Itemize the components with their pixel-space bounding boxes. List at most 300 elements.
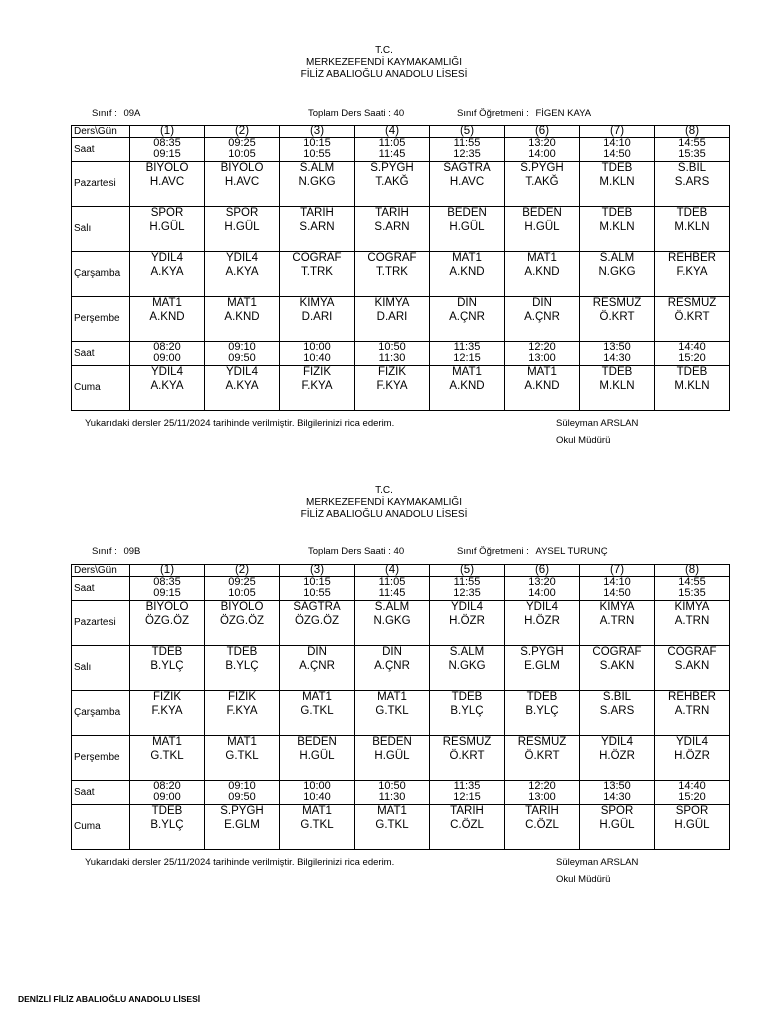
header-line-district: MERKEZEFENDİ KAYMAKAMLIĞI [306, 497, 462, 508]
lesson-cell [280, 366, 355, 411]
teacher-code: M.KLN [599, 380, 635, 392]
lesson-name: RESMÜZ [592, 297, 642, 309]
end-time: 10:55 [303, 587, 331, 599]
corner-cell: Ders\Gün [72, 126, 130, 138]
day-row [72, 691, 730, 736]
teacher-code: A.KYA [150, 380, 184, 392]
period-number: (5) [430, 565, 505, 577]
lesson-cell [205, 646, 280, 691]
lesson-name: REHBER [668, 691, 716, 703]
day-label: Pazartesi [72, 601, 130, 646]
lesson-name: RESMÜZ [517, 736, 567, 748]
start-time: 14:10 [603, 137, 631, 149]
teacher-code: A.KYA [150, 266, 184, 278]
end-time: 09:50 [228, 791, 256, 803]
day-row [72, 366, 730, 411]
lesson-cell [580, 601, 655, 646]
lesson-cell [205, 252, 280, 297]
lesson-cell [430, 366, 505, 411]
period-header-row [72, 565, 730, 577]
lesson-cell [355, 691, 430, 736]
day-row [72, 252, 730, 297]
start-time: 11:05 [378, 137, 406, 149]
lesson-cell [655, 736, 730, 781]
start-time: 14:10 [603, 576, 631, 588]
lesson-name: MAT1 [227, 736, 257, 748]
lesson-cell [430, 646, 505, 691]
teacher-code: N.GKG [373, 615, 411, 627]
principal-title: Okul Müdürü [556, 874, 611, 885]
principal-name: Süleyman ARSLAN [556, 418, 639, 429]
end-time: 10:55 [303, 148, 331, 160]
end-time: 09:50 [228, 352, 256, 364]
teacher-code: T.TRK [301, 266, 333, 278]
teacher-code: H.ÖZR [674, 750, 710, 762]
end-time: 09:15 [153, 148, 181, 160]
lesson-cell [355, 162, 430, 207]
teacher-code: A.TRN [599, 615, 635, 627]
lesson-name: MAT1 [152, 297, 182, 309]
period-number: (1) [130, 126, 205, 138]
time-cell [580, 781, 655, 805]
lesson-name: REHBER [668, 252, 716, 264]
start-time: 09:25 [228, 137, 256, 149]
lesson-name: BEDEN [297, 736, 337, 748]
time-cell [205, 781, 280, 805]
start-time: 11:55 [453, 576, 481, 588]
lesson-cell [205, 805, 280, 850]
end-time: 15:35 [678, 148, 706, 160]
header-line-school: FİLİZ ABALIOĞLU ANADOLU LİSESİ [300, 509, 468, 520]
start-time: 10:50 [378, 341, 406, 353]
class-value: 09A [123, 108, 141, 119]
time-cell [655, 138, 730, 162]
period-number: (5) [430, 126, 505, 138]
day-label: Pazartesi [72, 162, 130, 207]
lesson-name: S.BİL [602, 691, 632, 703]
start-time: 13:20 [528, 137, 556, 149]
class-info [92, 108, 140, 120]
time-row [72, 138, 730, 162]
teacher-code: M.KLN [674, 221, 710, 233]
lesson-cell [505, 252, 580, 297]
lesson-cell [505, 736, 580, 781]
end-time: 14:50 [603, 587, 631, 599]
lesson-cell [130, 297, 205, 342]
time-row-label: Saat [72, 577, 130, 601]
teacher-code: A.TRN [674, 705, 710, 717]
time-cell [430, 577, 505, 601]
lesson-cell [430, 736, 505, 781]
total-hours-label: Toplam Ders Saati : [308, 108, 391, 119]
end-time: 13:00 [528, 352, 556, 364]
time-cell [280, 577, 355, 601]
time-cell [280, 138, 355, 162]
day-row [72, 162, 730, 207]
start-time: 09:25 [228, 576, 256, 588]
time-cell [130, 138, 205, 162]
end-time: 14:50 [603, 148, 631, 160]
start-time: 10:15 [303, 137, 331, 149]
start-time: 10:15 [303, 576, 331, 588]
time-cell [430, 138, 505, 162]
teacher-label: Sınıf Öğretmeni : [457, 546, 529, 557]
lesson-cell [130, 691, 205, 736]
start-time: 11:35 [453, 341, 481, 353]
lesson-name: TARİH [450, 805, 484, 817]
lesson-name: MAT1 [227, 297, 257, 309]
teacher-code: S.AKN [599, 660, 635, 672]
lesson-cell [280, 297, 355, 342]
lesson-cell [205, 297, 280, 342]
day-label: Salı [72, 646, 130, 691]
teacher-code: A.ÇNR [299, 660, 335, 672]
teacher-code: A.KYA [225, 266, 259, 278]
time-cell [205, 342, 280, 366]
time-cell [355, 781, 430, 805]
lesson-name: YDİL4 [151, 366, 183, 378]
lesson-cell [505, 207, 580, 252]
lesson-name: DİN [457, 297, 477, 309]
day-label: Cuma [72, 805, 130, 850]
lesson-name: FİZİK [377, 366, 407, 378]
start-time: 13:50 [603, 780, 631, 792]
time-cell [580, 342, 655, 366]
time-cell [505, 138, 580, 162]
lesson-name: SPOR [225, 207, 259, 219]
day-row [72, 207, 730, 252]
lesson-name: MAT1 [377, 691, 407, 703]
lesson-cell [580, 646, 655, 691]
end-time: 13:00 [528, 791, 556, 803]
school-footer-label: DENİZLİ FİLİZ ABALIOĞLU ANADOLU LİSESİ [18, 994, 201, 1004]
lesson-cell [655, 297, 730, 342]
start-time: 14:55 [678, 576, 706, 588]
teacher-code: B.YLÇ [225, 660, 259, 672]
start-time: 11:35 [453, 780, 481, 792]
lesson-cell [430, 162, 505, 207]
lesson-cell [280, 601, 355, 646]
lesson-name: MAT1 [527, 366, 557, 378]
time-cell [355, 342, 430, 366]
lesson-cell [205, 207, 280, 252]
lesson-name: SPOR [150, 207, 184, 219]
lesson-name: BİYOLO [145, 601, 189, 613]
lesson-name: S.ALM [449, 646, 485, 658]
lesson-name: YDİL4 [676, 736, 708, 748]
lesson-name: YDİL4 [526, 601, 558, 613]
period-number: (1) [130, 565, 205, 577]
start-time: 10:00 [303, 341, 331, 353]
teacher-code: F.KYA [676, 266, 708, 278]
lesson-name: FİZİK [302, 366, 332, 378]
period-number: (2) [205, 565, 280, 577]
lesson-cell [655, 207, 730, 252]
end-time: 09:00 [153, 791, 181, 803]
teacher-code: H.AVC [224, 176, 260, 188]
teacher-code: E.GLM [224, 819, 260, 831]
lesson-name: DİN [307, 646, 327, 658]
lesson-cell [130, 736, 205, 781]
sheet-header [0, 45, 768, 81]
lesson-name: MAT1 [452, 252, 482, 264]
time-cell [130, 577, 205, 601]
class-value: 09B [123, 546, 141, 557]
lesson-name: TDEB [451, 691, 483, 703]
period-number: (7) [580, 126, 655, 138]
day-label: Perşembe [72, 297, 130, 342]
end-time: 10:05 [228, 148, 256, 160]
time-cell [505, 342, 580, 366]
end-time: 10:40 [303, 791, 331, 803]
class-label: Sınıf : [92, 546, 117, 557]
lesson-cell [580, 366, 655, 411]
lesson-cell [205, 691, 280, 736]
time-row [72, 781, 730, 805]
start-time: 08:35 [153, 137, 181, 149]
lesson-cell [505, 366, 580, 411]
corner-cell: Ders\Gün [72, 565, 130, 577]
period-number: (3) [280, 565, 355, 577]
lesson-name: BİYOLO [220, 601, 264, 613]
end-time: 10:05 [228, 587, 256, 599]
time-row [72, 342, 730, 366]
teacher-code: B.YLÇ [150, 660, 184, 672]
lesson-cell [580, 691, 655, 736]
period-number: (8) [655, 126, 730, 138]
lesson-name: KİMYA [599, 601, 635, 613]
teacher-code: H.GÜL [449, 221, 485, 233]
time-cell [205, 138, 280, 162]
period-number: (6) [505, 565, 580, 577]
teacher-code: N.GKG [448, 660, 486, 672]
end-time: 10:40 [303, 352, 331, 364]
teacher-code: H.ÖZR [449, 615, 485, 627]
teacher-code: H.ÖZR [599, 750, 635, 762]
lesson-name: TDEB [151, 805, 183, 817]
end-time: 11:45 [378, 148, 406, 160]
teacher-code: Ö.KRT [599, 311, 635, 323]
lesson-cell [505, 646, 580, 691]
end-time: 15:20 [678, 352, 706, 364]
lesson-name: TARİH [525, 805, 559, 817]
lesson-name: SAĞTRA [443, 162, 491, 174]
teacher-code: M.KLN [599, 176, 635, 188]
lesson-name: RESMÜZ [442, 736, 492, 748]
teacher-code: S.ARN [299, 221, 335, 233]
end-time: 15:20 [678, 791, 706, 803]
start-time: 14:40 [678, 780, 706, 792]
teacher-code: H.GÜL [299, 750, 335, 762]
total-hours-label: Toplam Ders Saati : [308, 546, 391, 557]
lesson-name: DİN [382, 646, 402, 658]
teacher-code: F.KYA [151, 705, 183, 717]
teacher-code: F.KYA [301, 380, 333, 392]
day-row [72, 805, 730, 850]
principal-name: Süleyman ARSLAN [556, 857, 639, 868]
lesson-cell [130, 601, 205, 646]
lesson-cell [130, 252, 205, 297]
lesson-cell [355, 805, 430, 850]
lesson-name: BİYOLO [220, 162, 264, 174]
time-row-label: Saat [72, 781, 130, 805]
class-info [92, 546, 140, 558]
end-time: 12:15 [453, 352, 481, 364]
lesson-cell [355, 601, 430, 646]
teacher-code: G.TKL [225, 750, 259, 762]
time-cell [205, 577, 280, 601]
lesson-cell [280, 207, 355, 252]
lesson-name: KİMYA [299, 297, 335, 309]
lesson-name: S.PYGH [370, 162, 414, 174]
lesson-name: TDEB [676, 207, 708, 219]
lesson-cell [580, 736, 655, 781]
end-time: 14:30 [603, 791, 631, 803]
time-cell [655, 781, 730, 805]
sheet-header [0, 485, 768, 521]
lesson-cell [205, 601, 280, 646]
teacher-code: ÖZG.ÖZ [294, 615, 340, 627]
lesson-name: SPOR [675, 805, 709, 817]
time-cell [505, 577, 580, 601]
period-number: (4) [355, 126, 430, 138]
teacher-code: S.ARS [599, 705, 635, 717]
lesson-cell [355, 366, 430, 411]
lesson-cell [580, 252, 655, 297]
lesson-cell [430, 805, 505, 850]
lesson-name: TDEB [601, 162, 633, 174]
period-number: (7) [580, 565, 655, 577]
teacher-code: N.GKG [298, 176, 336, 188]
lesson-name: SPOR [600, 805, 634, 817]
teacher-code: A.KYA [225, 380, 259, 392]
time-cell [430, 342, 505, 366]
lesson-cell [280, 691, 355, 736]
day-label: Çarşamba [72, 252, 130, 297]
time-row-label: Saat [72, 138, 130, 162]
teacher-value: FİGEN KAYA [535, 108, 592, 119]
time-cell [655, 577, 730, 601]
day-row [72, 297, 730, 342]
lesson-cell [655, 366, 730, 411]
lesson-name: MAT1 [452, 366, 482, 378]
end-time: 12:15 [453, 791, 481, 803]
teacher-code: M.KLN [599, 221, 635, 233]
period-number: (4) [355, 565, 430, 577]
lesson-cell [130, 646, 205, 691]
lesson-name: S.PYGH [520, 162, 564, 174]
end-time: 14:00 [528, 148, 556, 160]
lesson-name: TDEB [676, 366, 708, 378]
teacher-code: A.KND [449, 380, 485, 392]
lesson-cell [655, 601, 730, 646]
footer-note: Yukarıdaki dersler 25/11/2024 tarihinde verilmiştir. Bilgilerinizi rica ederim. [85, 418, 395, 429]
lesson-name: TDEB [601, 207, 633, 219]
teacher-code: A.KND [524, 266, 560, 278]
teacher-code: A.ÇNR [374, 660, 410, 672]
start-time: 12:20 [528, 341, 556, 353]
lesson-name: KİMYA [374, 297, 410, 309]
start-time: 08:35 [153, 576, 181, 588]
teacher-code: A.ÇNR [449, 311, 485, 323]
teacher-info [457, 546, 608, 558]
teacher-value: AYSEL TURUNÇ [535, 546, 608, 557]
lesson-cell [655, 646, 730, 691]
teacher-code: B.YLÇ [525, 705, 559, 717]
lesson-cell [130, 162, 205, 207]
lesson-name: TDEB [601, 366, 633, 378]
lesson-cell [280, 805, 355, 850]
teacher-code: B.YLÇ [150, 819, 184, 831]
end-time: 12:35 [453, 587, 481, 599]
lesson-cell [580, 207, 655, 252]
day-label: Salı [72, 207, 130, 252]
lesson-cell [430, 207, 505, 252]
time-cell [430, 781, 505, 805]
time-row [72, 577, 730, 601]
teacher-code: A.TRN [674, 615, 710, 627]
day-label: Cuma [72, 366, 130, 411]
lesson-name: MAT1 [302, 805, 332, 817]
teacher-code: A.KND [449, 266, 485, 278]
time-cell [655, 342, 730, 366]
teacher-code: T.TRK [376, 266, 408, 278]
principal-title: Okul Müdürü [556, 435, 611, 446]
teacher-code: S.ARN [374, 221, 410, 233]
lesson-cell [280, 162, 355, 207]
lesson-cell [505, 162, 580, 207]
end-time: 11:45 [378, 587, 406, 599]
teacher-code: A.KND [524, 380, 560, 392]
lesson-cell [355, 646, 430, 691]
end-time: 11:30 [378, 791, 406, 803]
lesson-name: YDİL4 [226, 366, 258, 378]
lesson-name: COĞRAF [292, 252, 342, 264]
time-cell [130, 342, 205, 366]
lesson-cell [580, 297, 655, 342]
lesson-cell [655, 252, 730, 297]
start-time: 13:20 [528, 576, 556, 588]
lesson-name: FİZİK [152, 691, 182, 703]
lesson-name: S.PYGH [520, 646, 564, 658]
teacher-code: D.ARI [376, 311, 408, 323]
lesson-name: COĞRAF [667, 646, 717, 658]
lesson-name: YDİL4 [226, 252, 258, 264]
lesson-name: MAT1 [152, 736, 182, 748]
lesson-cell [505, 691, 580, 736]
lesson-cell [430, 297, 505, 342]
teacher-code: ÖZG.ÖZ [219, 615, 265, 627]
lesson-name: BİYOLO [145, 162, 189, 174]
teacher-code: E.GLM [524, 660, 560, 672]
end-time: 09:00 [153, 352, 181, 364]
lesson-cell [355, 207, 430, 252]
teacher-info [457, 108, 591, 120]
end-time: 09:15 [153, 587, 181, 599]
teacher-code: Ö.KRT [674, 311, 710, 323]
lesson-cell [580, 162, 655, 207]
teacher-code: T.AKĞ [375, 176, 409, 188]
lesson-name: TDEB [226, 646, 258, 658]
teacher-code: H.GÜL [374, 750, 410, 762]
teacher-code: A.KND [224, 311, 260, 323]
lesson-cell [205, 736, 280, 781]
teacher-code: H.AVC [449, 176, 485, 188]
start-time: 11:05 [378, 576, 406, 588]
total-hours-value: 40 [393, 546, 405, 557]
lesson-cell [280, 646, 355, 691]
lesson-cell [505, 805, 580, 850]
